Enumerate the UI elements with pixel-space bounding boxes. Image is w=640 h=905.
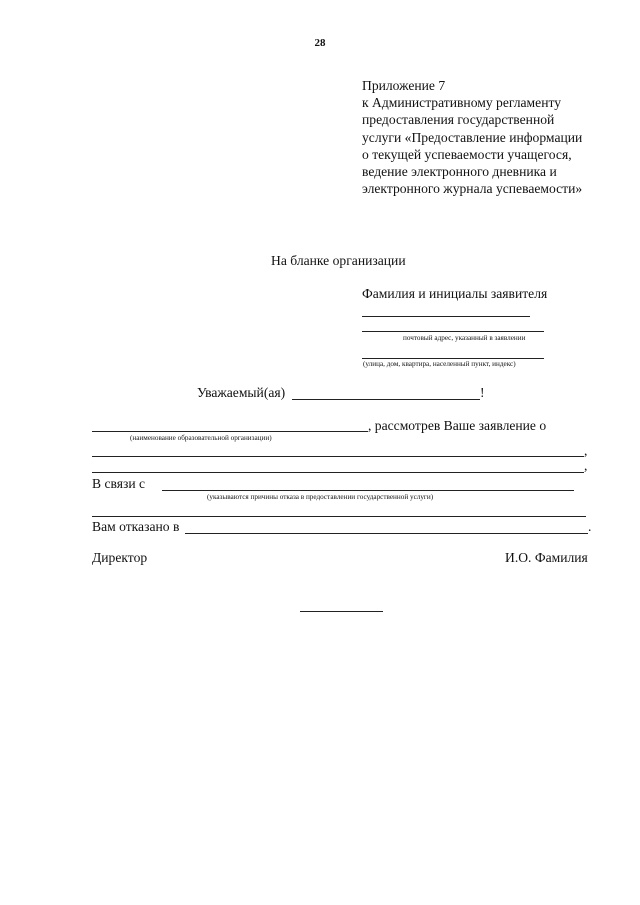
denied-period: . xyxy=(588,519,592,534)
appendix-line: предоставления государственной xyxy=(362,112,555,128)
page-number: 28 xyxy=(314,37,326,49)
signatory-position: Директор xyxy=(92,550,148,565)
appendix-line: ведение электронного дневника и xyxy=(362,164,557,180)
street-address-line xyxy=(362,358,544,359)
reason-line xyxy=(162,490,574,491)
greeting-exclamation: ! xyxy=(480,385,485,400)
review-text: , рассмотрев Ваше заявление о xyxy=(368,418,547,433)
denied-line xyxy=(185,533,588,534)
organization-name-line xyxy=(92,431,368,432)
signatory-name: И.О. Фамилия xyxy=(505,550,588,565)
postal-address-line xyxy=(362,331,544,332)
postal-address-caption: почтовый адрес, указанный в заявлении xyxy=(403,334,526,342)
organization-caption: (наименование образовательной организации) xyxy=(130,434,272,442)
letterhead-note: На бланке организации xyxy=(271,253,406,268)
subject-comma-1: , xyxy=(584,443,588,458)
greeting-prefix: Уважаемый(ая) xyxy=(197,385,286,400)
subject-comma-2: , xyxy=(584,458,588,473)
appendix-line: к Административному регламенту xyxy=(362,95,562,111)
appendix-line: о текущей успеваемости учащегося, xyxy=(362,146,572,162)
applicant-name-line xyxy=(362,316,530,317)
reason-continuation-line xyxy=(92,516,586,517)
appendix-line: услуги «Предоставление информации xyxy=(362,129,583,145)
greeting-name-line xyxy=(292,399,480,400)
appendix-header xyxy=(362,77,582,197)
appendix-line: Приложение 7 xyxy=(362,78,446,93)
greeting xyxy=(197,385,285,401)
subject-line-2 xyxy=(92,472,584,473)
denied-prefix: Вам отказано в xyxy=(92,519,180,534)
reason-prefix: В связи с xyxy=(92,476,146,491)
subject-line-1 xyxy=(92,456,584,457)
applicant-name-title: Фамилия и инициалы заявителя xyxy=(362,286,548,301)
appendix-line: электронного журнала успеваемости» xyxy=(362,181,583,197)
reason-caption: (указываются причины отказа в предоставлении государственной услуги) xyxy=(207,493,434,501)
street-address-caption: (улица, дом, квартира, населенный пункт, индекс) xyxy=(363,360,516,368)
divider-line xyxy=(300,611,383,612)
